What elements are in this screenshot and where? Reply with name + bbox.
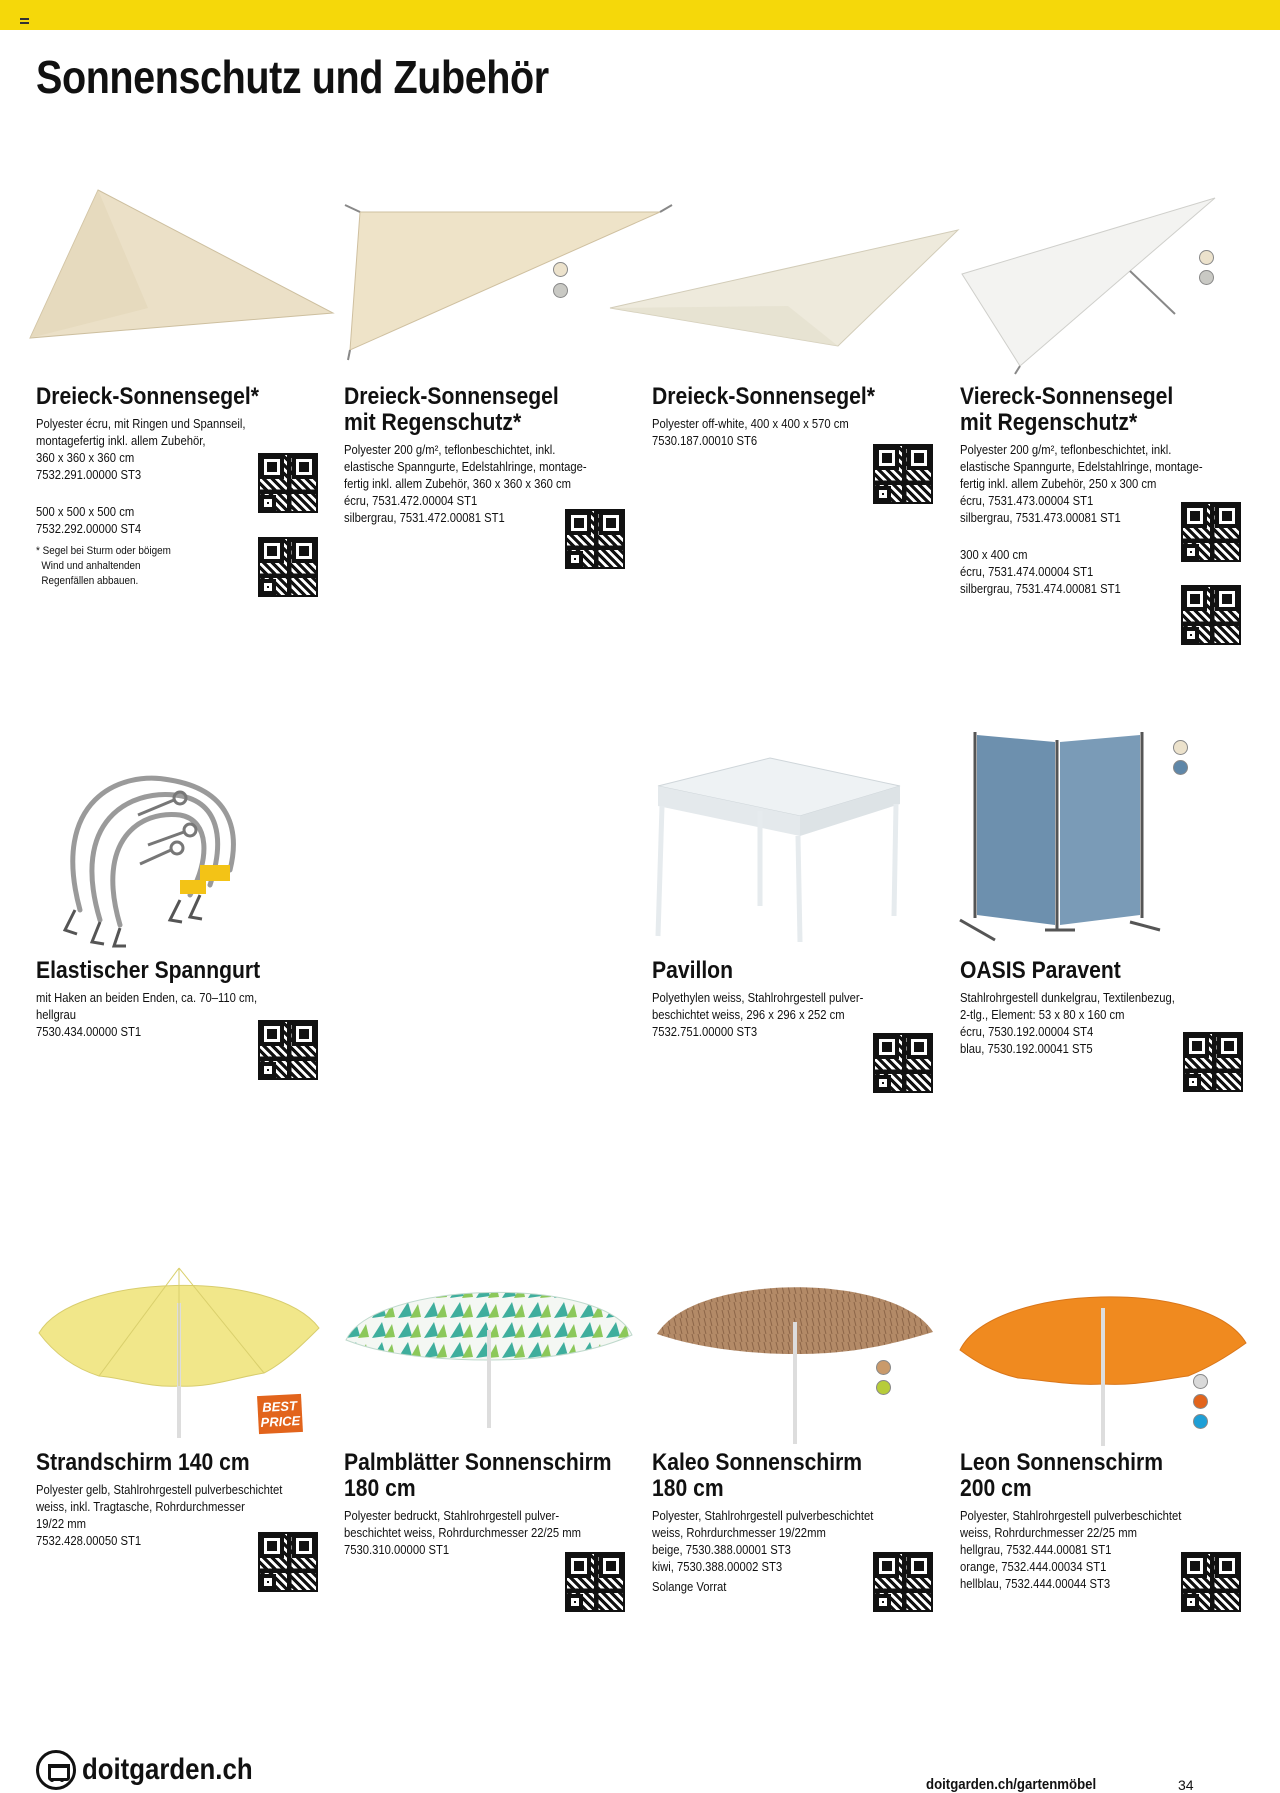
color-swatch-blau[interactable] (1173, 760, 1188, 775)
qr-code[interactable] (873, 1552, 933, 1612)
top-bar (0, 0, 1280, 30)
product-desc: Polyester bedruckt, Stahlrohrgestell pulver- (344, 1509, 560, 1523)
product-title: OASIS Paravent (960, 957, 1121, 984)
product-desc: Polyethylen weiss, Stahlrohrgestell pulver- (652, 991, 864, 1005)
product-palmblaetter-sonnenschirm (344, 1450, 644, 1559)
product-article-number: kiwi, 7530.388.00002 ST3 (652, 1560, 783, 1574)
product-article-number: écru, 7530.192.00004 ST4 (960, 1025, 1094, 1039)
product-desc: Polyester 200 g/m², teflonbeschichtet, inkl. (344, 443, 556, 457)
product-title-line: Viereck-Sonnensegel (960, 383, 1174, 410)
qr-code[interactable] (873, 1033, 933, 1093)
menu-icon[interactable] (20, 18, 29, 24)
product-image-dreieck-sonnensegel (28, 188, 338, 348)
product-size: 500 x 500 x 500 cm (36, 505, 135, 519)
product-image-dreieck-offwhite (608, 228, 960, 348)
product-desc: weiss, Rohrdurchmesser 22/25 mm (960, 1526, 1137, 1540)
brand-name: doitgarden.ch (82, 1753, 253, 1786)
product-article-number: écru, 7531.474.00004 ST1 (960, 565, 1094, 579)
product-title (960, 1450, 1259, 1502)
page-title: Sonnenschutz und Zubehör (36, 51, 549, 103)
product-desc: elastische Spanngurte, Edelstahlringe, montage- (344, 460, 587, 474)
qr-code[interactable] (565, 1552, 625, 1612)
product-desc: 19/22 mm (36, 1517, 87, 1531)
product-article-number: 7532.292.00000 ST4 (36, 522, 142, 536)
product-article-number: 7532.428.00050 ST1 (36, 1534, 142, 1548)
product-title: Elastischer Spanngurt (36, 957, 261, 984)
shopping-cart-icon (36, 1750, 76, 1790)
qr-code[interactable] (258, 537, 318, 597)
product-article-number: beige, 7530.388.00001 ST3 (652, 1543, 791, 1557)
page-number: 34 (1178, 1777, 1194, 1793)
product-desc: Polyester 200 g/m², teflonbeschichtet, inkl. (960, 443, 1172, 457)
badge-text: BEST (261, 1398, 298, 1415)
product-desc: Polyester écru, mit Ringen und Spannseil, (36, 417, 246, 431)
product-desc: Polyester off-white, 400 x 400 x 570 cm (652, 417, 849, 431)
footer-url[interactable]: doitgarden.ch/gartenmöbel (926, 1776, 1097, 1793)
product-article-number: silbergrau, 7531.473.00081 ST1 (960, 511, 1121, 525)
product-title: Dreieck-Sonnensegel* (36, 383, 260, 410)
product-desc: Polyester gelb, Stahlrohrgestell pulverbeschichtet (36, 1483, 283, 1497)
product-desc: elastische Spanngurte, Edelstahlringe, montage- (960, 460, 1203, 474)
footer-logo[interactable] (36, 1750, 280, 1790)
product-desc: Stahlrohrgestell dunkelgrau, Textilenbezug, (960, 991, 1175, 1005)
color-swatch-beige[interactable] (876, 1360, 891, 1375)
product-title-line: Kaleo Sonnenschirm (652, 1449, 863, 1476)
product-article-number: hellblau, 7532.444.00044 ST3 (960, 1577, 1111, 1591)
product-article-number: silbergrau, 7531.472.00081 ST1 (344, 511, 505, 525)
qr-code[interactable] (565, 509, 625, 569)
product-desc: hellgrau (36, 1008, 77, 1022)
product-article-number: orange, 7532.444.00034 ST1 (960, 1560, 1107, 1574)
product-article-number: écru, 7531.473.00004 ST1 (960, 494, 1094, 508)
product-size: 360 x 360 x 360 cm (36, 451, 135, 465)
product-title: Dreieck-Sonnensegel* (652, 383, 876, 410)
qr-code[interactable] (1181, 1552, 1241, 1612)
product-image-paravent (955, 730, 1165, 945)
product-viereck-sonnensegel (960, 384, 1260, 598)
product-title-line: Dreieck-Sonnensegel (344, 383, 559, 410)
color-swatch-silbergrau[interactable] (1199, 270, 1214, 285)
product-image-spanngurt (40, 760, 290, 945)
product-desc: Polyester, Stahlrohrgestell pulverbeschichtet (652, 1509, 874, 1523)
product-desc: montagefertig inkl. allem Zubehör, (36, 434, 206, 448)
qr-code[interactable] (1181, 585, 1241, 645)
product-title-line: 200 cm (960, 1475, 1032, 1502)
product-image-kaleo (655, 1262, 935, 1447)
product-size: 300 x 400 cm (960, 548, 1028, 562)
color-swatch-ecru[interactable] (553, 262, 568, 277)
product-image-pavillon (650, 756, 910, 946)
product-desc: fertig inkl. allem Zubehör, 250 x 300 cm (960, 477, 1157, 491)
product-title (960, 384, 1259, 436)
qr-code[interactable] (258, 1020, 318, 1080)
product-article-number: 7530.310.00000 ST1 (344, 1543, 450, 1557)
footnote: Wind und anhaltenden (41, 560, 141, 572)
footnote: Regenfällen abbauen. (41, 575, 139, 587)
product-title: Strandschirm 140 cm (36, 1449, 250, 1476)
product-image-viereck-regenschutz (960, 196, 1230, 376)
product-article-number: 7530.187.00010 ST6 (652, 434, 758, 448)
color-swatch-ecru[interactable] (1173, 740, 1188, 755)
color-swatch-kiwi[interactable] (876, 1380, 891, 1395)
product-pavillon (652, 958, 952, 1041)
qr-code[interactable] (873, 444, 933, 504)
product-article-number: 7532.751.00000 ST3 (652, 1025, 758, 1039)
qr-code[interactable] (1181, 502, 1241, 562)
product-title (344, 1450, 643, 1502)
badge-text: PRICE (260, 1412, 301, 1431)
product-title-line: 180 cm (344, 1475, 416, 1502)
stock-note: Solange Vorrat (652, 1580, 727, 1594)
product-title (344, 384, 643, 436)
best-price-badge (257, 1394, 303, 1434)
product-desc: beschichtet weiss, Rohrdurchmesser 22/25 mm (344, 1526, 581, 1540)
product-article-number: blau, 7530.192.00041 ST5 (960, 1042, 1093, 1056)
product-title-line: 180 cm (652, 1475, 724, 1502)
footnote: * Segel bei Sturm oder böigem (36, 545, 171, 557)
product-title (652, 1450, 951, 1502)
product-dreieck-sonnensegel-regenschutz (344, 384, 644, 527)
product-desc: 2-tlg., Element: 53 x 80 x 160 cm (960, 1008, 1125, 1022)
product-desc: weiss, inkl. Tragtasche, Rohrdurchmesser (36, 1500, 245, 1514)
product-dreieck-sonnensegel-offwhite (652, 384, 952, 450)
product-article-number: silbergrau, 7531.474.00081 ST1 (960, 582, 1121, 596)
qr-code[interactable] (258, 1532, 318, 1592)
product-desc: Polyester, Stahlrohrgestell pulverbeschichtet (960, 1509, 1182, 1523)
color-swatch-orange[interactable] (1193, 1394, 1208, 1409)
product-title-line: mit Regenschutz* (960, 409, 1138, 436)
color-swatch-silbergrau[interactable] (553, 283, 568, 298)
product-image-palmblaetter (344, 1260, 634, 1430)
qr-code[interactable] (1183, 1032, 1243, 1092)
product-desc: mit Haken an beiden Enden, ca. 70–110 cm, (36, 991, 258, 1005)
product-title-line: Leon Sonnenschirm (960, 1449, 1164, 1476)
color-swatch-hellblau[interactable] (1193, 1414, 1208, 1429)
product-title-line: mit Regenschutz* (344, 409, 522, 436)
product-article-number: 7530.434.00000 ST1 (36, 1025, 142, 1039)
color-swatch-hellgrau[interactable] (1193, 1374, 1208, 1389)
product-desc: fertig inkl. allem Zubehör, 360 x 360 x 360 cm (344, 477, 571, 491)
qr-code[interactable] (258, 453, 318, 513)
product-desc: weiss, Rohrdurchmesser 19/22mm (652, 1526, 826, 1540)
product-article-number: hellgrau, 7532.444.00081 ST1 (960, 1543, 1112, 1557)
product-article-number: écru, 7531.472.00004 ST1 (344, 494, 478, 508)
color-swatch-ecru[interactable] (1199, 250, 1214, 265)
product-title: Pavillon (652, 957, 733, 984)
product-article-number: 7532.291.00000 ST3 (36, 468, 142, 482)
product-desc: beschichtet weiss, 296 x 296 x 252 cm (652, 1008, 845, 1022)
product-title-line: Palmblätter Sonnenschirm (344, 1449, 612, 1476)
